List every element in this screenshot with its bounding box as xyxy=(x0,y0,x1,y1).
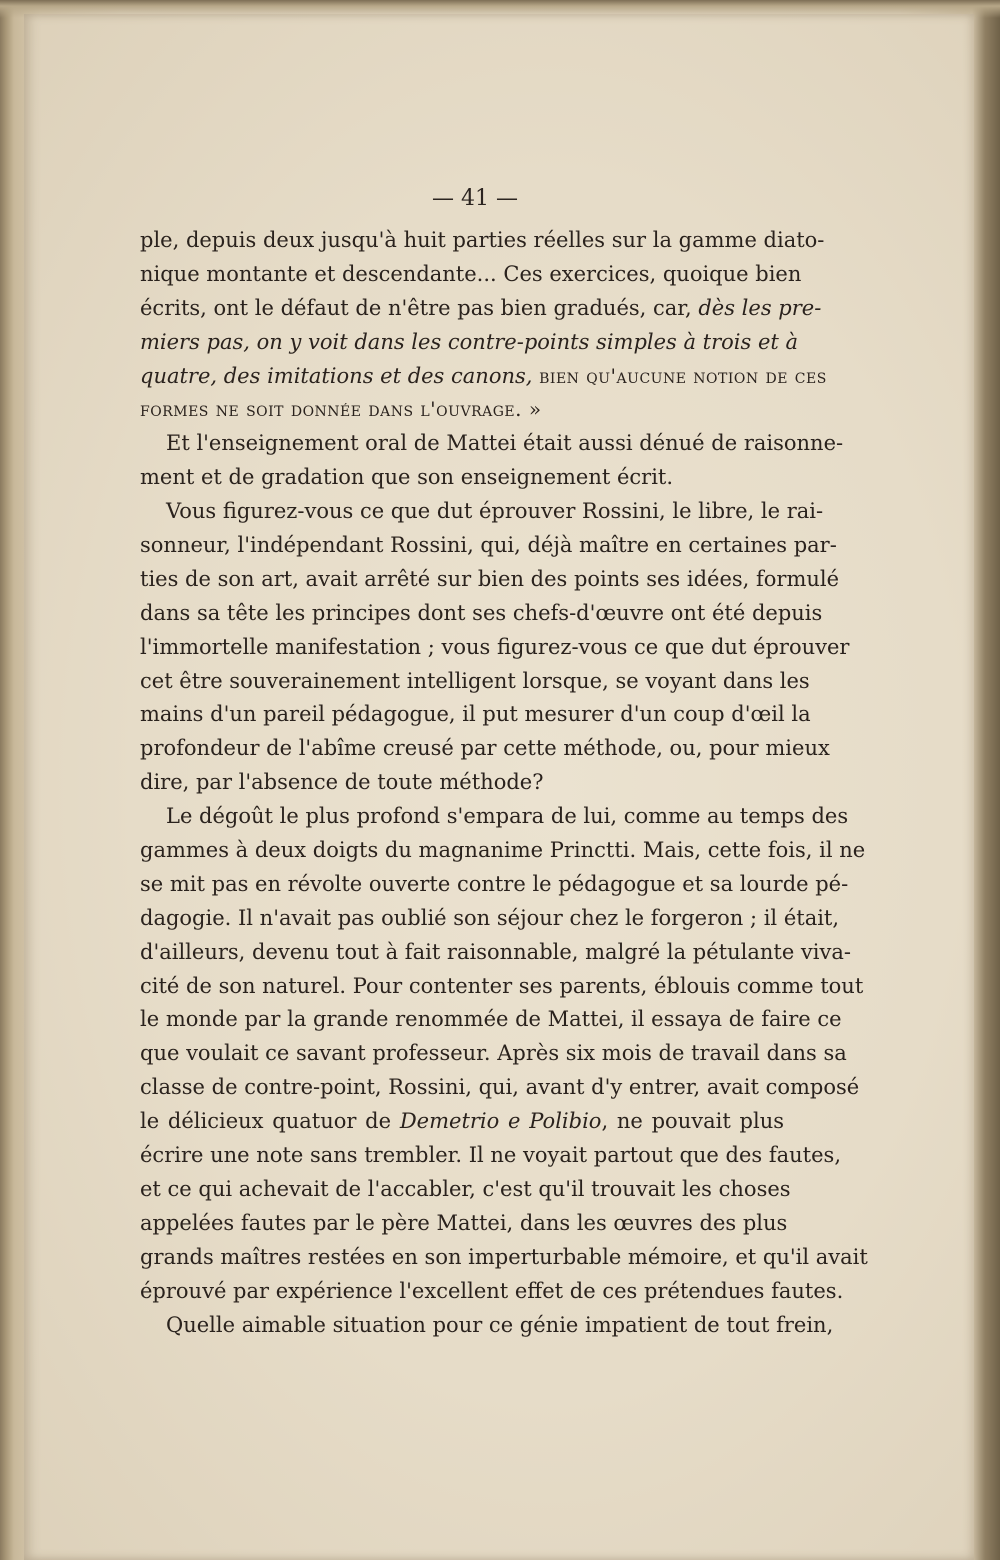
text-line: ment et de gradation que son enseignement écrit. xyxy=(140,465,674,490)
text-line xyxy=(140,292,822,326)
text-line: Le dégoût le plus profond s'empara de lui, comme au temps des xyxy=(166,804,849,829)
text-line: mains d'un pareil pédagogue, il put mesurer d'un coup d'œil la xyxy=(140,702,811,727)
text-line: Quelle aimable situation pour ce génie impatient de tout frein, xyxy=(166,1312,834,1337)
text-line: formes ne soit donnée dans l'ouvrage. » xyxy=(140,397,542,422)
text-line: appelées fautes par le père Mattei, dans les œuvres des plus xyxy=(140,1210,788,1235)
text-line: grands maîtres restées en son imperturbable mémoire, et qu'il avait xyxy=(140,1244,868,1269)
text-line xyxy=(140,1105,784,1139)
text-line: l'immortelle manifestation ; vous figurez-vous ce que dut éprouver xyxy=(140,634,850,659)
text-line: dagogie. Il n'avait pas oublié son séjour chez le forgeron ; il était, xyxy=(140,905,840,930)
text-line: Et l'enseignement oral de Mattei était aussi dénué de raisonne- xyxy=(166,431,844,456)
text-line: miers pas, on y voit dans les contre-points simples à trois et à xyxy=(140,329,799,354)
text-line: dans sa tête les principes dont ses chefs-d'œuvre ont été depuis xyxy=(140,600,823,625)
italic-segment: dès les pre- xyxy=(698,295,822,320)
text-segment: écrits, ont le défaut de n'être pas bien gradués, car, xyxy=(140,295,699,320)
text-line: que voulait ce savant professeur. Après six mois de travail dans sa xyxy=(140,1041,847,1066)
text-line: nique montante et descendante... Ces exercices, quoique bien xyxy=(140,261,802,286)
text-line: écrire une note sans trembler. Il ne voyait partout que des fautes, xyxy=(140,1143,841,1168)
italic-title-segment: Demetrio e Polibio xyxy=(399,1109,602,1134)
text-line: classe de contre-point, Rossini, qui, avant d'y entrer, avait composé xyxy=(140,1075,860,1100)
text-line: Vous figurez-vous ce que dut éprouver Rossini, le libre, le rai- xyxy=(166,499,824,524)
text-line: cité de son naturel. Pour contenter ses parents, éblouis comme tout xyxy=(140,973,864,998)
text-segment: , ne pouvait plus xyxy=(601,1109,785,1134)
italic-segment: quatre, des imitations et des canons, xyxy=(140,363,540,388)
text-line: le monde par la grande renommée de Mattei, il essaya de faire ce xyxy=(140,1007,842,1032)
text-line: et ce qui achevait de l'accabler, c'est qu'il trouvait les choses xyxy=(140,1176,791,1201)
text-line: ple, depuis deux jusqu'à huit parties réelles sur la gamme diato- xyxy=(140,228,825,252)
text-line: éprouvé par expérience l'excellent effet de ces prétendues fautes. xyxy=(140,1278,844,1303)
text-line: profondeur de l'abîme creusé par cette méthode, ou, pour mieux xyxy=(140,736,830,761)
text-line: cet être souverainement intelligent lorsque, se voyant dans les xyxy=(140,668,810,693)
text-line: dire, par l'absence de toute méthode? xyxy=(140,770,544,795)
text-line: gammes à deux doigts du magnanime Princtti. Mais, cette fois, il ne xyxy=(140,838,866,863)
smallcaps-segment: bien qu'aucune notion de ces xyxy=(539,363,827,388)
text-line: ties de son art, avait arrêté sur bien des points ses idées, formulé xyxy=(140,566,840,591)
text-line: se mit pas en révolte ouverte contre le pédagogue et sa lourde pé- xyxy=(140,871,849,896)
text-line: sonneur, l'indépendant Rossini, qui, déjà maître en certaines par- xyxy=(140,533,837,558)
book-page xyxy=(24,14,974,1560)
text-segment: le délicieux quatuor de xyxy=(140,1109,400,1134)
page-number: — 41 — xyxy=(432,186,518,211)
text-line xyxy=(140,360,827,394)
text-line: d'ailleurs, devenu tout à fait raisonnable, malgré la pétulante viva- xyxy=(140,939,851,964)
body-text xyxy=(140,224,868,1342)
